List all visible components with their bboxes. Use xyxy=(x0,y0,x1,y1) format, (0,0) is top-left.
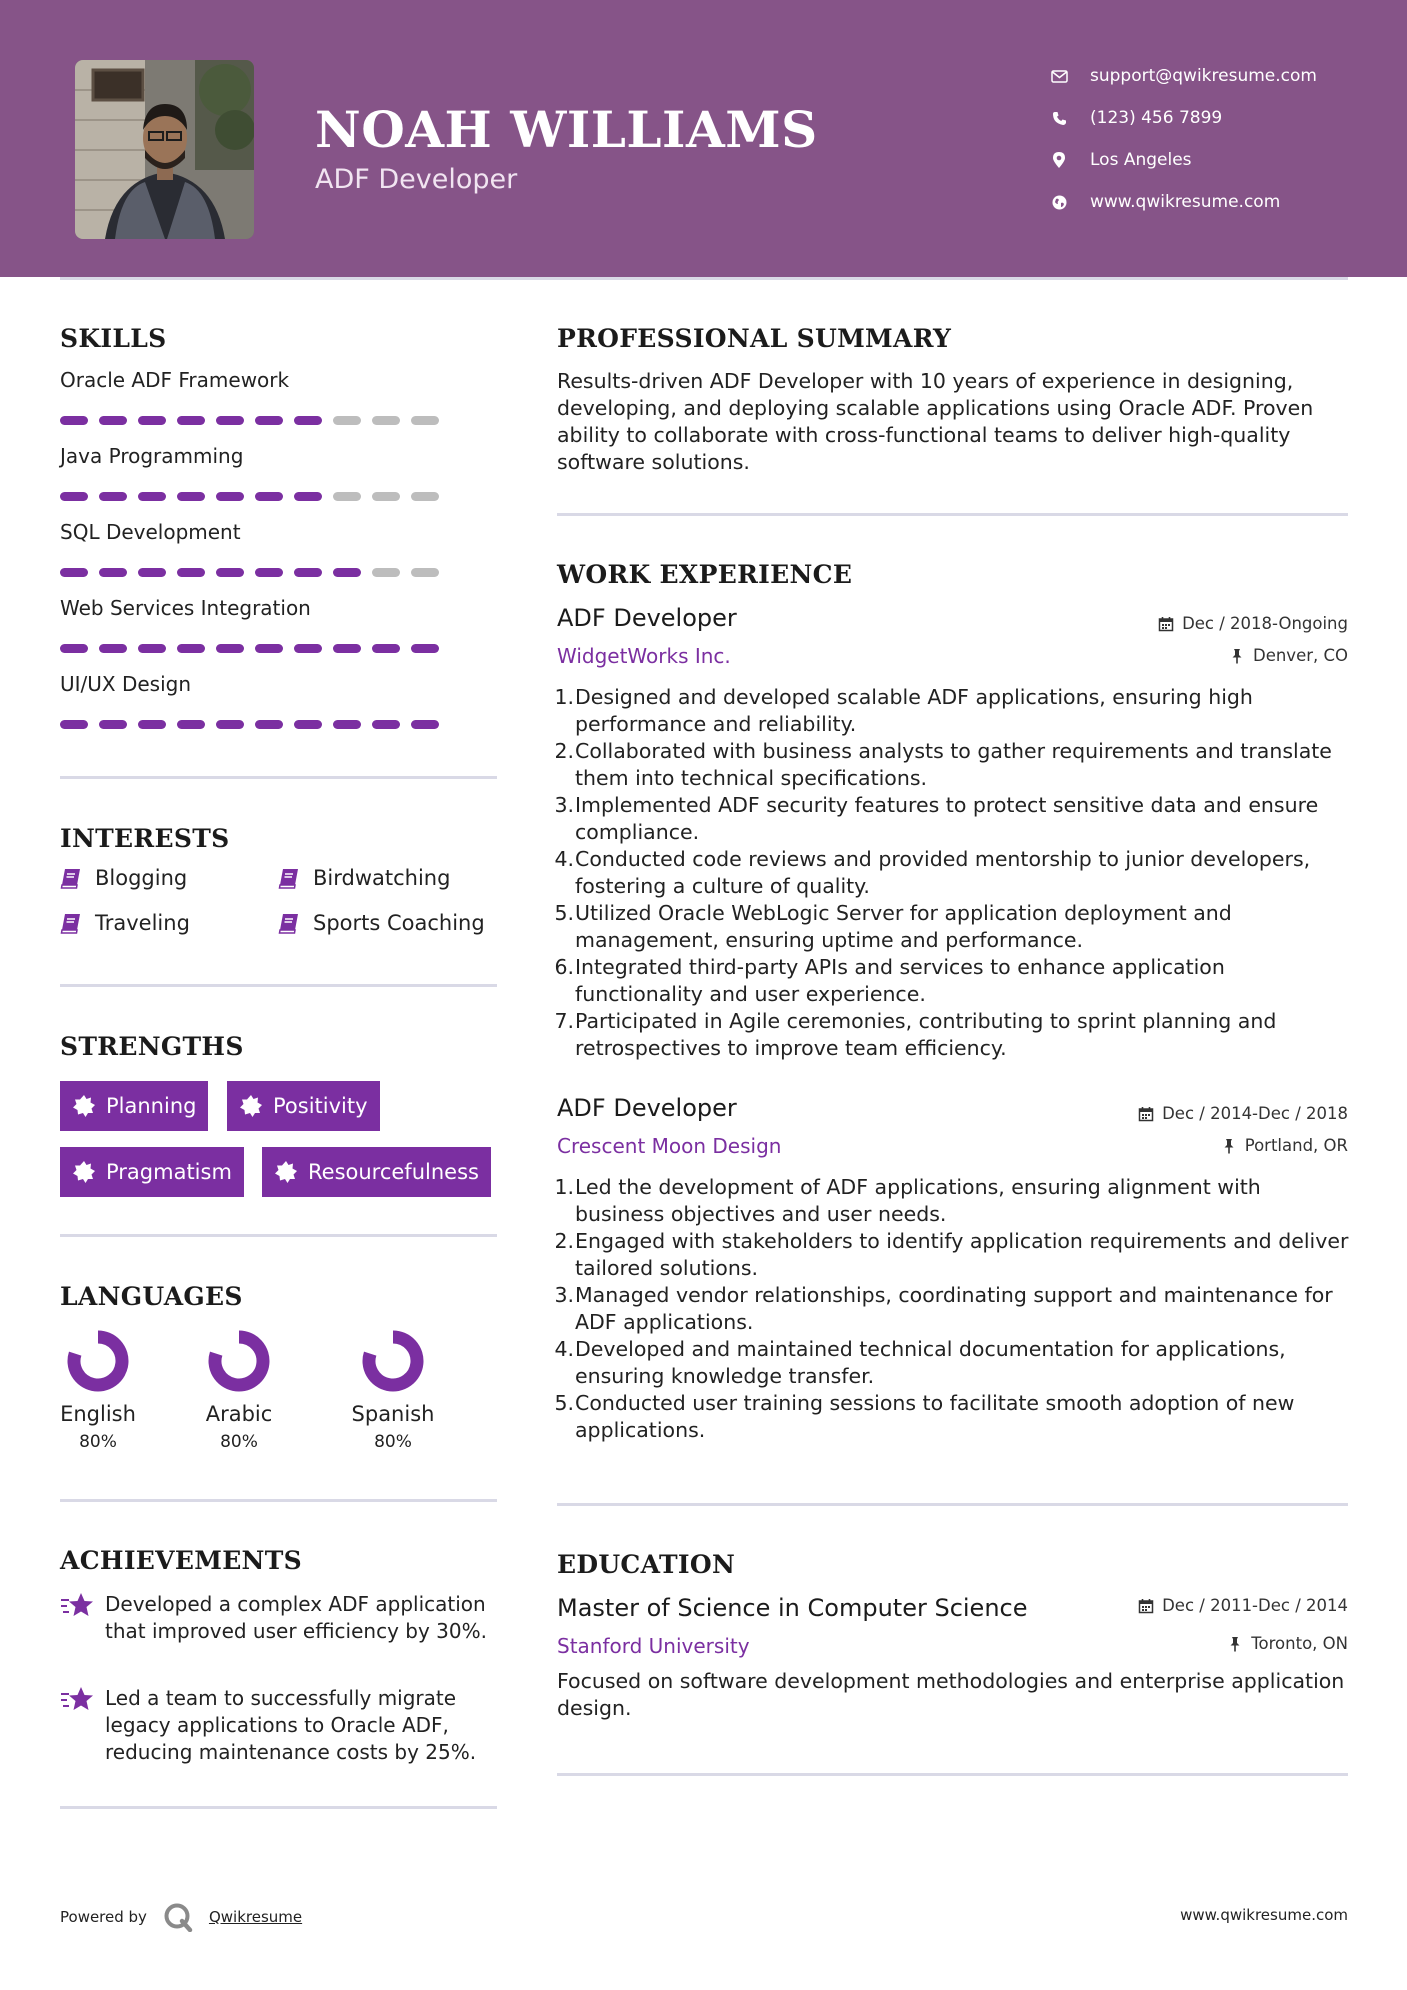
skill-level-segment xyxy=(411,568,439,577)
job-company: WidgetWorks Inc. xyxy=(557,644,731,668)
education-school: Stanford University xyxy=(557,1634,750,1658)
skill-level-segment xyxy=(60,416,88,425)
skill-item xyxy=(60,520,480,596)
summary-text: Results-driven ADF Developer with 10 years of experience in designing, developing, and deploying scalable applications using Oracle ADF. Proven ability to collaborate with cross-functional teams to deliver high-quality software solutions. xyxy=(557,369,1314,474)
phone-icon xyxy=(1050,109,1068,127)
skill-level-segment xyxy=(333,416,361,425)
job-location-text: Portland, OR xyxy=(1244,1136,1348,1155)
skill-level-bar xyxy=(60,568,480,577)
skill-level-segment xyxy=(294,568,322,577)
language-item xyxy=(48,1330,148,1452)
interest-label: Traveling xyxy=(95,911,190,935)
job-bullet-text: Participated in Agile ceremonies, contributing to sprint planning and retrospectives to improve team efficiency. xyxy=(575,1009,1277,1060)
candidate-role: ADF Developer xyxy=(315,164,518,195)
skill-level-segment xyxy=(216,416,244,425)
skill-level-bar xyxy=(60,720,480,729)
language-item xyxy=(343,1330,443,1452)
skill-level-segment xyxy=(60,644,88,653)
job-bullet-text: Conducted code reviews and provided mentorship to junior developers, fostering a culture of quality. xyxy=(575,847,1311,898)
skill-name: Web Services Integration xyxy=(60,596,311,620)
skill-level-segment xyxy=(60,492,88,501)
education-title: EDUCATION xyxy=(557,1550,736,1579)
section-divider xyxy=(60,1806,497,1809)
skill-item xyxy=(60,444,480,520)
skill-level-segment xyxy=(138,568,166,577)
education-degree: Master of Science in Computer Science xyxy=(557,1594,1028,1622)
skill-level-segment xyxy=(255,492,283,501)
skill-level-segment xyxy=(177,568,205,577)
section-divider xyxy=(557,1503,1348,1506)
strength-chip xyxy=(262,1147,491,1197)
skill-level-segment xyxy=(411,492,439,501)
section-divider xyxy=(60,1499,497,1502)
language-level-arc xyxy=(369,1337,417,1385)
language-ring xyxy=(208,1330,270,1392)
skill-level-segment xyxy=(294,644,322,653)
summary-title: PROFESSIONAL SUMMARY xyxy=(557,324,952,353)
calendar-icon xyxy=(1158,616,1174,632)
strength-chip xyxy=(60,1081,208,1131)
header-divider xyxy=(60,277,1348,280)
job-title: ADF Developer xyxy=(557,1094,737,1122)
skill-level-segment xyxy=(255,416,283,425)
job-bullet-text: Designed and developed scalable ADF applications, ensuring high performance and reliability. xyxy=(575,685,1253,736)
language-ring xyxy=(67,1330,129,1392)
skill-level-segment xyxy=(216,644,244,653)
job-bullet-text: Conducted user training sessions to facilitate smooth adoption of new applications. xyxy=(575,1391,1295,1442)
education-dates-text: Dec / 2011-Dec / 2014 xyxy=(1162,1596,1348,1615)
education-location-text: Toronto, ON xyxy=(1251,1634,1348,1653)
skill-level-segment xyxy=(294,492,322,501)
qwikresume-logo-icon xyxy=(163,1902,193,1932)
skill-level-segment xyxy=(333,720,361,729)
skills-list xyxy=(60,368,480,748)
job-bullet-text: Managed vendor relationships, coordinating support and maintenance for ADF applications. xyxy=(575,1283,1333,1334)
contact-email-text: support@qwikresume.com xyxy=(1090,66,1317,86)
badge-icon xyxy=(72,1094,96,1118)
profile-photo xyxy=(75,60,254,239)
job-dates xyxy=(1138,1104,1348,1123)
job-bullet-text: Engaged with stakeholders to identify application requirements and deliver tailored solutions. xyxy=(575,1229,1349,1280)
skill-level-bar xyxy=(60,492,480,501)
experience-title: WORK EXPERIENCE xyxy=(557,560,853,589)
skill-item xyxy=(60,596,480,672)
job-bullet: 1. Led the development of ADF applications, ensuring alignment with business objectives and user needs. xyxy=(554,1175,1261,1226)
calendar-icon xyxy=(1138,1106,1154,1122)
contact-location xyxy=(1050,139,1317,181)
badge-icon xyxy=(239,1094,263,1118)
education-dates xyxy=(1138,1596,1348,1615)
language-level-arc xyxy=(74,1337,122,1385)
interest-label: Sports Coaching xyxy=(313,911,485,935)
pushpin-icon xyxy=(1227,1636,1243,1652)
skill-item xyxy=(60,672,480,748)
qwikresume-link[interactable]: Qwikresume xyxy=(208,1908,303,1926)
section-divider xyxy=(60,1234,497,1237)
skill-level-segment xyxy=(255,568,283,577)
job-dates-text: Dec / 2018-Ongoing xyxy=(1182,614,1348,633)
language-item xyxy=(189,1330,289,1452)
contact-phone-text: (123) 456 7899 xyxy=(1090,108,1223,128)
skill-level-segment xyxy=(372,568,400,577)
strength-label: Planning xyxy=(106,1094,197,1118)
skill-level-bar xyxy=(60,644,480,653)
job-bullet: 2. Collaborated with business analysts to gather requirements and translate them into technical specifications. xyxy=(554,739,1332,790)
footer-website[interactable]: www.qwikresume.com xyxy=(1180,1906,1348,1924)
job-dates-text: Dec / 2014-Dec / 2018 xyxy=(1162,1104,1348,1123)
language-name: Spanish xyxy=(351,1402,435,1426)
job-bullets xyxy=(556,1174,1356,1444)
skill-level-segment xyxy=(216,568,244,577)
interest-label: Blogging xyxy=(95,866,188,890)
skill-level-segment xyxy=(294,416,322,425)
skill-name: SQL Development xyxy=(60,520,241,544)
skill-level-segment xyxy=(138,644,166,653)
interest-label: Birdwatching xyxy=(313,866,451,890)
job-bullet-text: Led the development of ADF applications, ensuring alignment with business objectives and user needs. xyxy=(575,1175,1261,1226)
language-name: Arabic xyxy=(205,1402,273,1426)
globe-icon xyxy=(1050,193,1068,211)
skill-level-segment xyxy=(216,720,244,729)
strength-label: Pragmatism xyxy=(106,1160,232,1184)
job-location-text: Denver, CO xyxy=(1252,646,1348,665)
powered-by-label: Powered by xyxy=(60,1908,147,1926)
interests-title: INTERESTS xyxy=(60,824,230,853)
job-bullet: 5. Conducted user training sessions to facilitate smooth adoption of new applications. xyxy=(554,1391,1295,1442)
contact-website[interactable] xyxy=(1050,181,1317,223)
skill-level-segment xyxy=(255,644,283,653)
interest-item xyxy=(278,866,450,890)
job-bullet-text: Developed and maintained technical documentation for applications, ensuring knowledge transfer. xyxy=(575,1337,1286,1388)
strength-chip xyxy=(227,1081,380,1131)
skill-level-segment xyxy=(99,492,127,501)
skill-name: Java Programming xyxy=(60,444,244,468)
footer-powered-by xyxy=(60,1902,302,1932)
skill-level-segment xyxy=(216,492,244,501)
star-icon xyxy=(60,1685,94,1715)
skill-level-segment xyxy=(372,644,400,653)
section-divider xyxy=(60,984,497,987)
job-bullet-text: Collaborated with business analysts to gather requirements and translate them into technical specifications. xyxy=(575,739,1332,790)
language-percent: 80% xyxy=(79,1432,117,1452)
skill-level-bar xyxy=(60,416,480,425)
section-divider xyxy=(60,776,497,779)
envelope-icon xyxy=(1050,67,1068,85)
skill-level-segment xyxy=(99,568,127,577)
job-location xyxy=(1221,1136,1348,1155)
skill-level-segment xyxy=(99,720,127,729)
skill-level-segment xyxy=(177,644,205,653)
job-location xyxy=(1229,646,1348,665)
job-bullet: 4. Developed and maintained technical documentation for applications, ensuring knowledge transfer. xyxy=(554,1337,1286,1388)
skill-level-segment xyxy=(411,416,439,425)
language-percent: 80% xyxy=(374,1432,412,1452)
interest-item xyxy=(60,866,187,890)
skill-level-segment xyxy=(333,568,361,577)
skill-name: Oracle ADF Framework xyxy=(60,368,290,392)
star-icon xyxy=(60,1591,94,1621)
strength-label: Positivity xyxy=(273,1094,368,1118)
section-divider xyxy=(557,1773,1348,1776)
job-bullets xyxy=(556,684,1356,1062)
language-percent: 80% xyxy=(220,1432,258,1452)
skill-level-segment xyxy=(138,416,166,425)
skill-level-segment xyxy=(177,492,205,501)
job-company: Crescent Moon Design xyxy=(557,1134,782,1158)
book-icon xyxy=(278,867,300,889)
skills-title: SKILLS xyxy=(60,324,167,353)
book-icon xyxy=(60,867,82,889)
badge-icon xyxy=(274,1160,298,1184)
strengths-title: STRENGTHS xyxy=(60,1032,244,1061)
book-icon xyxy=(60,912,82,934)
contact-location-text: Los Angeles xyxy=(1090,150,1192,170)
skill-name: UI/UX Design xyxy=(60,672,192,696)
skill-level-segment xyxy=(372,720,400,729)
skill-level-segment xyxy=(411,720,439,729)
education-description: Focused on software development methodologies and enterprise application design. xyxy=(557,1669,1345,1720)
skill-level-segment xyxy=(333,644,361,653)
skill-level-segment xyxy=(294,720,322,729)
skill-item xyxy=(60,368,480,444)
skill-level-segment xyxy=(333,492,361,501)
skill-level-segment xyxy=(255,720,283,729)
job-bullet: 7. Participated in Agile ceremonies, contributing to sprint planning and retrospectives to improve team efficiency. xyxy=(554,1009,1277,1060)
skill-level-segment xyxy=(138,492,166,501)
strength-chip xyxy=(60,1147,244,1197)
interest-item xyxy=(278,911,485,935)
pushpin-icon xyxy=(1221,1138,1237,1154)
languages-title: LANGUAGES xyxy=(60,1282,243,1311)
strength-label: Resourcefulness xyxy=(308,1160,479,1184)
skill-level-segment xyxy=(99,644,127,653)
skill-level-segment xyxy=(177,416,205,425)
skill-level-segment xyxy=(138,720,166,729)
skill-level-segment xyxy=(60,568,88,577)
badge-icon xyxy=(72,1160,96,1184)
job-bullet: 4. Conducted code reviews and provided mentorship to junior developers, fostering a culture of quality. xyxy=(554,847,1311,898)
contact-phone[interactable] xyxy=(1050,97,1317,139)
job-bullet: 3. Implemented ADF security features to protect sensitive data and ensure compliance. xyxy=(554,793,1319,844)
skill-level-segment xyxy=(372,492,400,501)
pushpin-icon xyxy=(1229,648,1245,664)
header-banner xyxy=(0,0,1407,277)
section-divider xyxy=(557,513,1348,516)
achievements-title: ACHIEVEMENTS xyxy=(60,1546,302,1575)
education-location xyxy=(1227,1634,1348,1653)
job-title: ADF Developer xyxy=(557,604,737,632)
book-icon xyxy=(278,912,300,934)
job-bullet-text: Utilized Oracle WebLogic Server for application deployment and management, ensuring uptime and performance. xyxy=(575,901,1232,952)
achievement-item xyxy=(60,1685,500,1766)
contact-list xyxy=(1050,55,1317,223)
achievement-text: Developed a complex ADF application that improved user efficiency by 30%. xyxy=(105,1592,487,1643)
map-pin-icon xyxy=(1050,151,1068,169)
skill-level-segment xyxy=(177,720,205,729)
interest-item xyxy=(60,911,190,935)
language-level-arc xyxy=(215,1337,263,1385)
job-bullet: 6. Integrated third-party APIs and services to enhance application functionality and user experience. xyxy=(554,955,1225,1006)
language-name: English xyxy=(60,1402,136,1426)
calendar-icon xyxy=(1138,1598,1154,1614)
job-bullet: 3. Managed vendor relationships, coordinating support and maintenance for ADF applications. xyxy=(554,1283,1333,1334)
job-bullet-text: Implemented ADF security features to protect sensitive data and ensure compliance. xyxy=(575,793,1319,844)
contact-website-text: www.qwikresume.com xyxy=(1090,192,1281,212)
job-dates xyxy=(1158,614,1348,633)
contact-email[interactable] xyxy=(1050,55,1317,97)
skill-level-segment xyxy=(411,644,439,653)
job-bullet-text: Integrated third-party APIs and services to enhance application functionality and user experience. xyxy=(575,955,1225,1006)
skill-level-segment xyxy=(99,416,127,425)
job-bullet: 2. Engaged with stakeholders to identify application requirements and deliver tailored solutions. xyxy=(554,1229,1349,1280)
achievement-item xyxy=(60,1591,500,1645)
skill-level-segment xyxy=(372,416,400,425)
job-bullet: 1. Designed and developed scalable ADF applications, ensuring high performance and reliability. xyxy=(554,685,1253,736)
language-ring xyxy=(362,1330,424,1392)
candidate-name: NOAH WILLIAMS xyxy=(315,100,818,159)
job-bullet: 5. Utilized Oracle WebLogic Server for application deployment and management, ensuring uptime and performance. xyxy=(554,901,1232,952)
skill-level-segment xyxy=(60,720,88,729)
achievement-text: Led a team to successfully migrate legacy applications to Oracle ADF, reducing maintenance costs by 25%. xyxy=(105,1686,477,1764)
